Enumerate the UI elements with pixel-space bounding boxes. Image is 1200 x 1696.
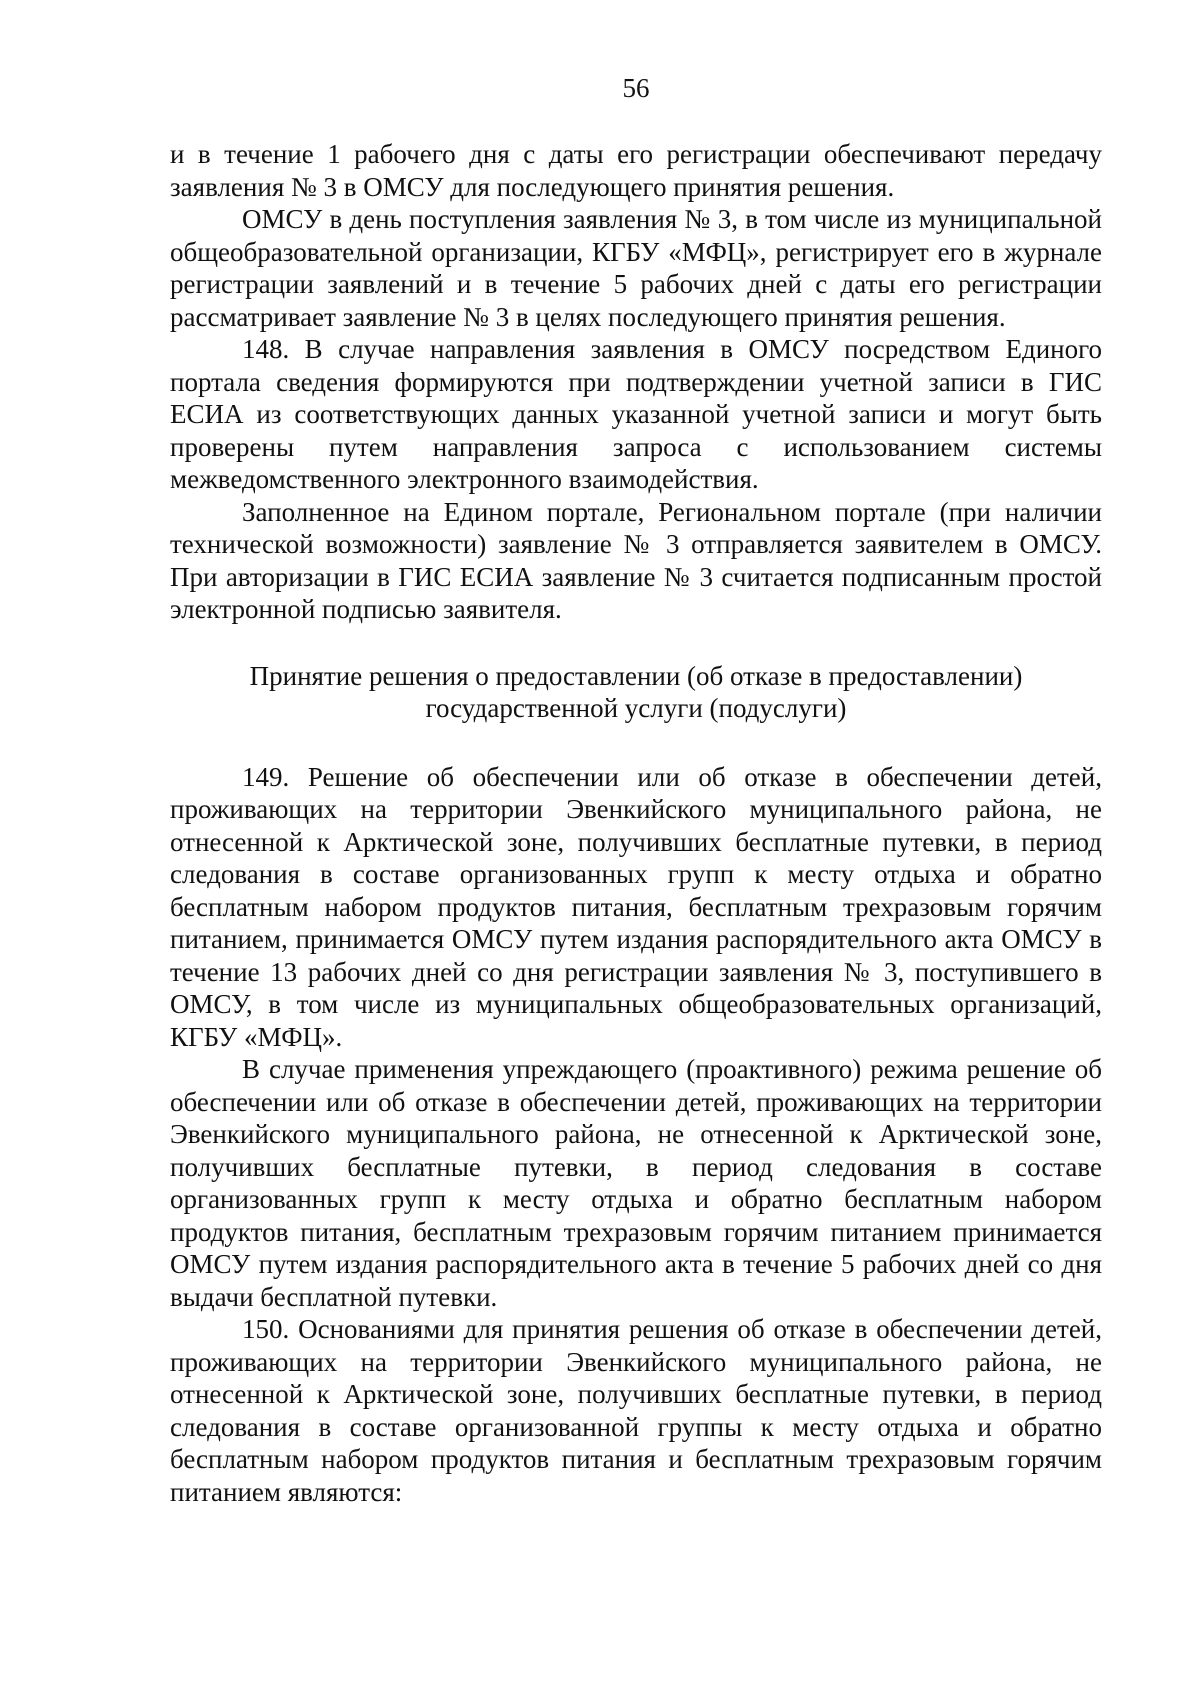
section-heading-line-2: государственной услуги (подуслуги) xyxy=(425,693,847,723)
paragraph-portal-submission: Заполненное на Едином портале, Региональном портале (при наличии технической возможности) заявление № 3 отправляется заявителем в ОМСУ. При авторизации в ГИС ЕСИА заявление № 3 считается подписанным простой электронной подписью заявителя. xyxy=(170,496,1102,624)
page-number: 56 xyxy=(622,73,650,103)
section-heading xyxy=(170,660,1102,725)
paragraph-148: 148. В случае направления заявления в ОМСУ посредством Единого портала сведения формируются при подтверждении учетной записи в ГИС ЕСИА из соответствующих данных указанной учетной записи и могут быть проверены путем направления запроса с использованием системы межведомственного электронного взаимодействия. xyxy=(170,334,1102,494)
paragraph-149: 149. Решение об обеспечении или об отказе в обеспечении детей, проживающих на территории Эвенкийского муниципального района, не отнесенной к Арктической зоне, получивших бесплатные путевки, в период следования в составе организованных групп к месту отдыха и обратно бесплатным набором продуктов питания, бесплатным трехразовым горячим питанием, принимается ОМСУ путем издания распорядительного акта ОМСУ в течение 13 рабочих дней со дня регистрации заявления № 3, поступившего в ОМСУ, в том числе из муниципальных общеобразовательных организаций, КГБУ «МФЦ». xyxy=(170,761,1102,1052)
paragraph-150: 150. Основаниями для принятия решения об отказе в обеспечении детей, проживающих на территории Эвенкийского муниципального района, не отнесенной к Арктической зоне, получивших бесплатные путевки, в период следования в составе организованной группы к месту отдыха и обратно бесплатным набором продуктов питания и бесплатным трехразовым горячим питанием являются: xyxy=(170,1314,1102,1507)
paragraph-continuation: и в течение 1 рабочего дня с даты его регистрации обеспечивают передачу заявления № 3 в ОМСУ для последующего принятия решения. xyxy=(170,139,1102,202)
section-heading-line-1: Принятие решения о предоставлении (об отказе в предоставлении) xyxy=(249,660,1023,691)
paragraph-omsu-registration: ОМСУ в день поступления заявления № 3, в том числе из муниципальной общеобразовательной организации, КГБУ «МФЦ», регистрирует его в журнале регистрации заявлений и в течение 5 рабочих дней с даты его регистрации рассматривает заявление № 3 в целях последующего принятия решения. xyxy=(170,204,1102,332)
document-body xyxy=(170,138,1102,1508)
paragraph-proactive-mode: В случае применения упреждающего (проактивного) режима решение об обеспечении или об отказе в обеспечении детей, проживающих на территории Эвенкийского муниципального района, не отнесенной к Арктической зоне, получивших бесплатные путевки, в период следования в составе организованных групп к месту отдыха и обратно бесплатным набором продуктов питания, бесплатным трехразовым горячим питанием принимается ОМСУ путем издания распорядительного акта в течение 5 рабочих дней со дня выдачи бесплатной путевки. xyxy=(170,1054,1102,1312)
